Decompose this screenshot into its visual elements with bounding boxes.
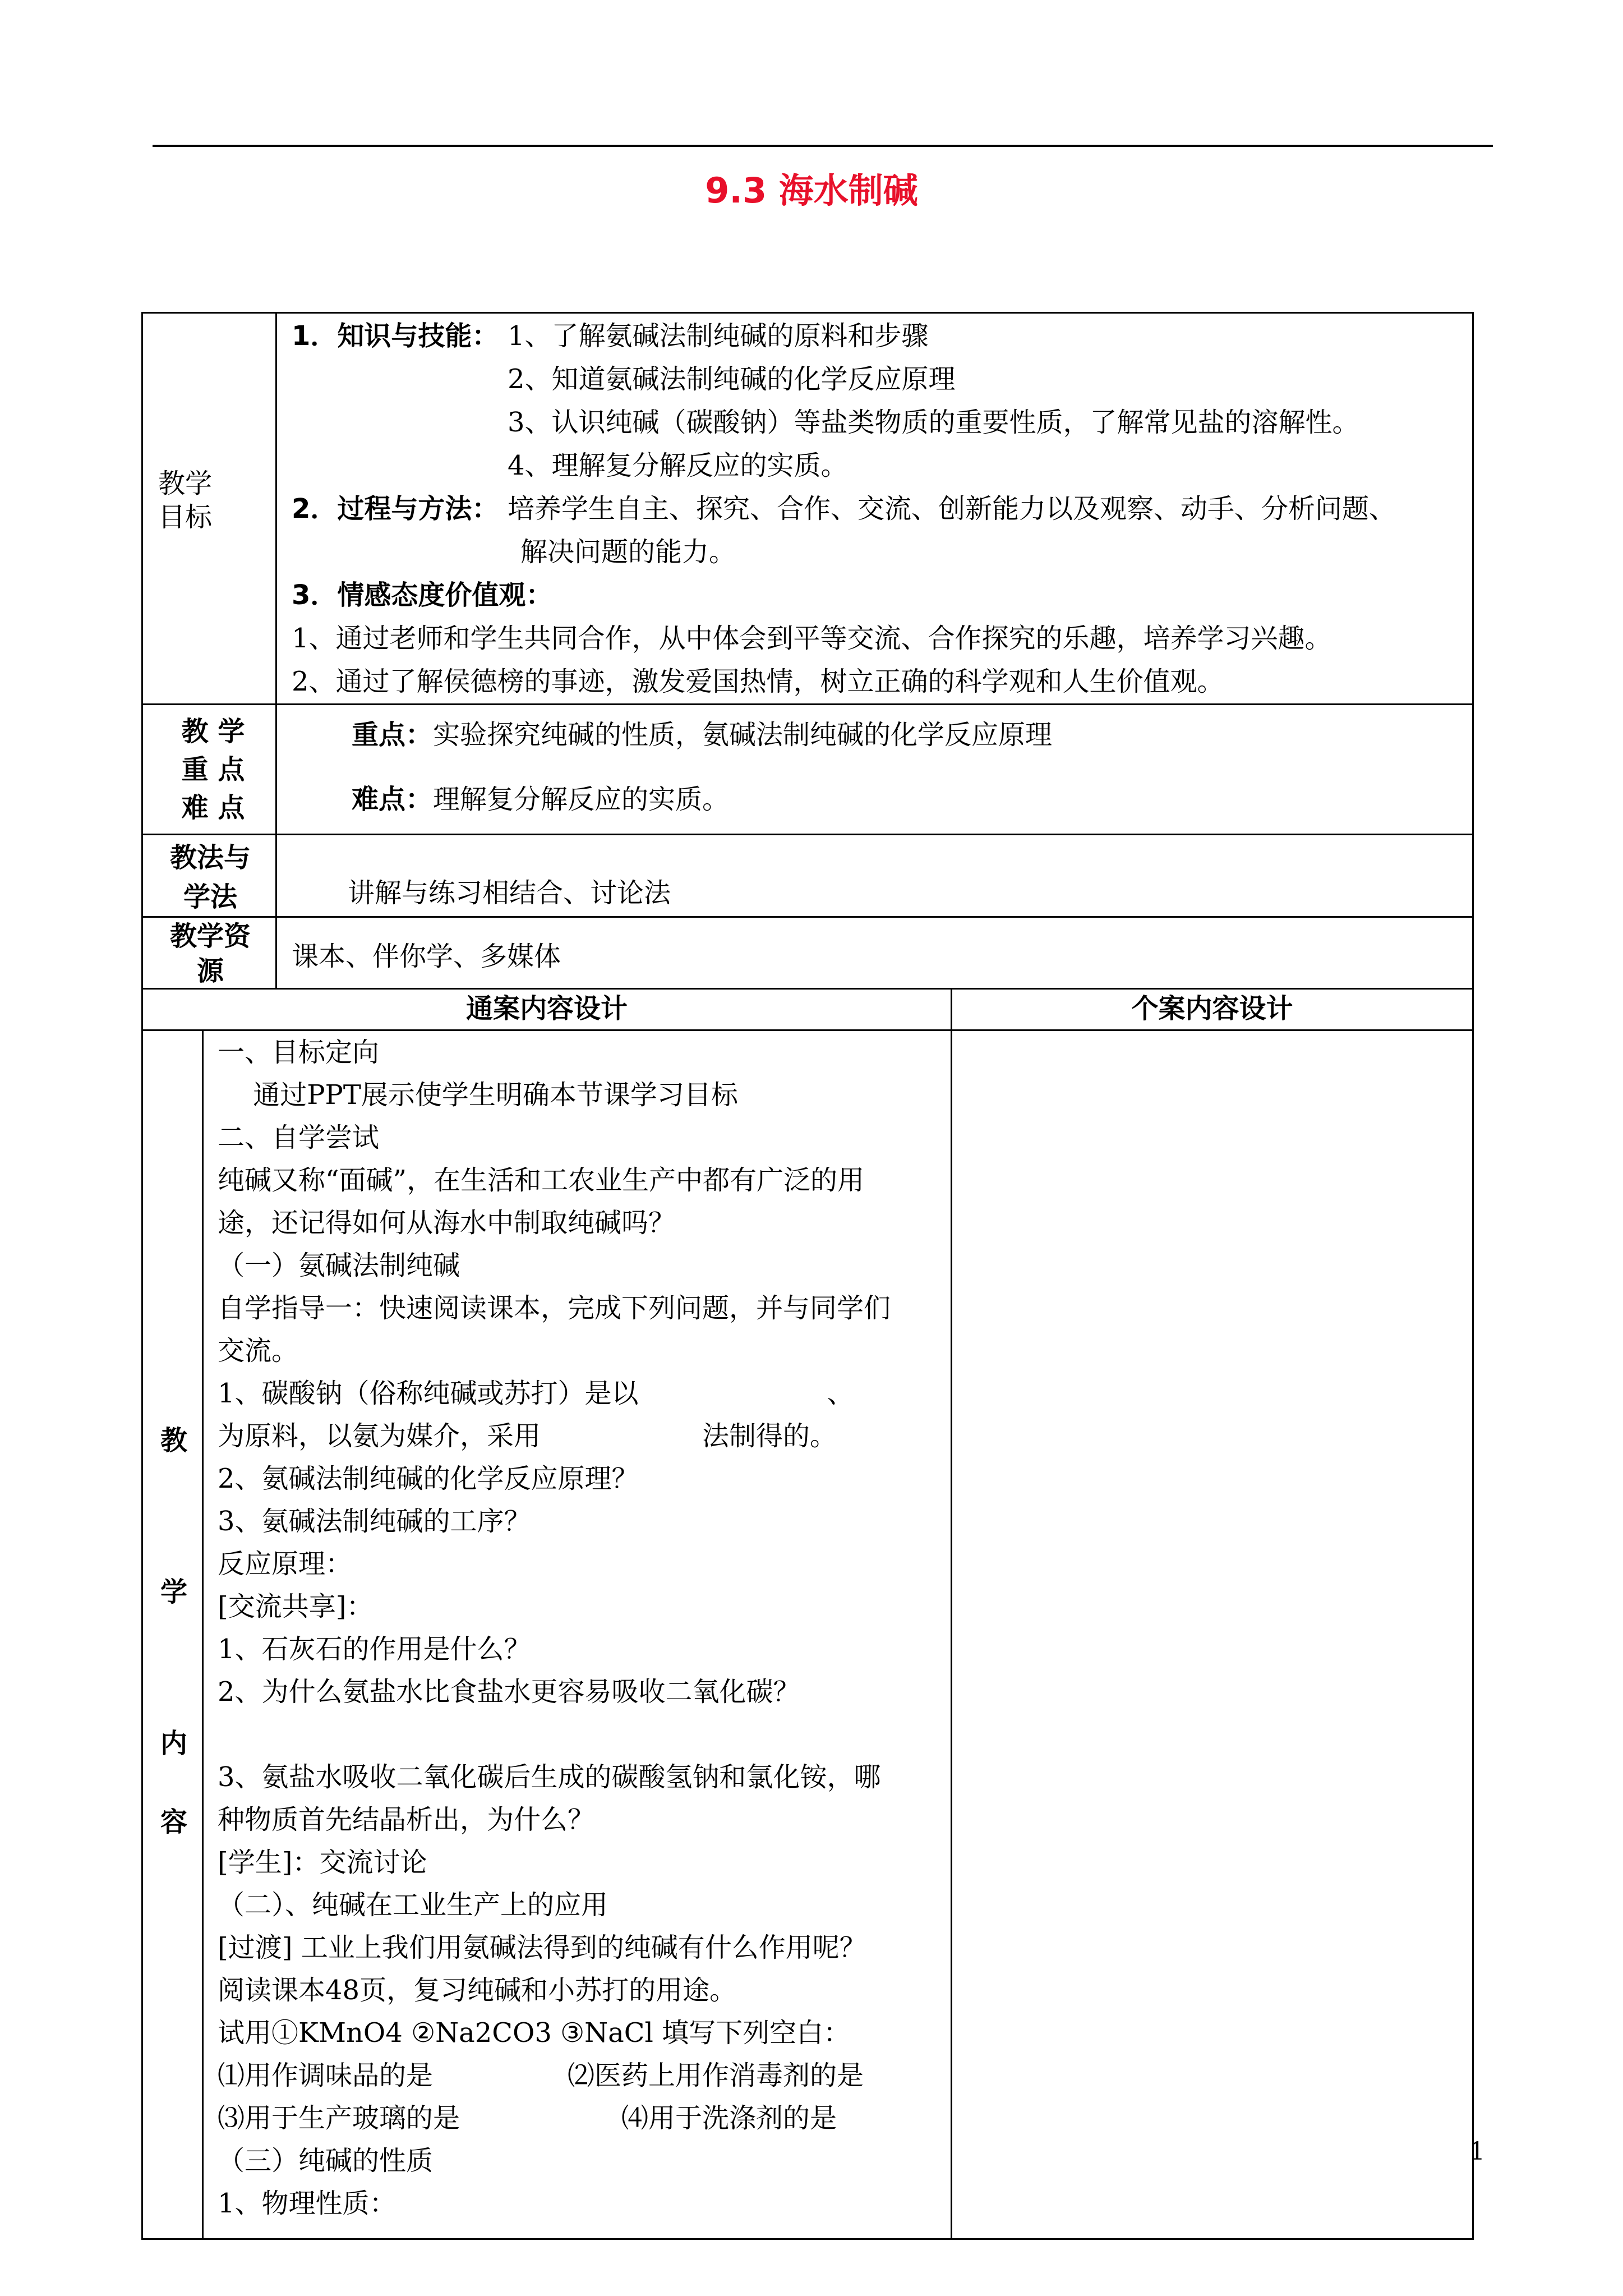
content-line: ⑶用于生产玻璃的是 ⑷用于洗涤剂的是 bbox=[218, 2102, 837, 2134]
methods-text: 讲解与练习相结合、讨论法 bbox=[348, 877, 671, 909]
resources-label-line2: 源 bbox=[196, 955, 224, 987]
row-divider-design-header bbox=[141, 1029, 1474, 1031]
difficulty-text: 理解复分解反应的实质。 bbox=[433, 784, 730, 815]
content-line: [过渡] 工业上我们用氨碱法得到的纯碱有什么作用呢？ bbox=[218, 1932, 866, 1963]
knowledge-item-3: 3、认识纯碱（碳酸钠）等盐类物质的重要性质，了解常见盐的溶解性。 bbox=[508, 407, 1359, 438]
content-label-char-3: 内 bbox=[160, 1728, 187, 1759]
content-line: 3、氨碱法制纯碱的工序？ bbox=[218, 1506, 531, 1537]
content-line: 途，还记得如何从海水中制取纯碱吗？ bbox=[218, 1207, 676, 1239]
individual-design-header: 个案内容设计 bbox=[1131, 993, 1293, 1024]
process-method-text-2: 解决问题的能力。 bbox=[520, 536, 736, 568]
content-line: 1、物理性质： bbox=[218, 2188, 396, 2219]
content-line: [学生]：交流讨论 bbox=[218, 1847, 427, 1878]
keypoints-label bbox=[151, 712, 275, 827]
content-line: [交流共享]： bbox=[218, 1591, 374, 1622]
row-divider-goals bbox=[141, 703, 1474, 705]
content-line: 反应原理： bbox=[218, 1548, 353, 1580]
difficulty-label: 难点： bbox=[352, 784, 433, 815]
row-divider-methods bbox=[141, 916, 1474, 918]
keypoints-label-line1: 教 学 bbox=[181, 716, 245, 747]
common-design-header: 通案内容设计 bbox=[465, 993, 628, 1024]
table-border-bottom bbox=[141, 2238, 1474, 2240]
content-label-char-2: 学 bbox=[160, 1576, 187, 1608]
methods-label-line1: 教法与 bbox=[169, 842, 251, 873]
goals-label bbox=[147, 467, 237, 534]
focus-label: 重点： bbox=[352, 719, 433, 751]
content-line: 交流。 bbox=[218, 1335, 299, 1366]
knowledge-skills-heading: 1．知识与技能： bbox=[292, 320, 499, 352]
resources-label bbox=[151, 919, 269, 988]
content-line: 二、自学尝试 bbox=[218, 1122, 380, 1153]
table-border-left bbox=[141, 312, 143, 2240]
design-column-divider bbox=[951, 988, 952, 2240]
content-line: 1、石灰石的作用是什么？ bbox=[218, 1634, 531, 1665]
resources-label-line1: 教学资 bbox=[169, 921, 251, 952]
content-label-divider bbox=[202, 1029, 204, 2240]
label-column-divider bbox=[275, 312, 277, 990]
content-line: （三）纯碱的性质 bbox=[218, 2145, 434, 2177]
content-line: 2、为什么氨盐水比食盐水更容易吸收二氧化碳？ bbox=[218, 1676, 800, 1708]
table-border-right bbox=[1472, 312, 1474, 2240]
page-title: 9.3 海水制碱 bbox=[705, 170, 918, 211]
keypoints-label-line2: 重 点 bbox=[181, 754, 245, 785]
keypoints-label-line3: 难 点 bbox=[181, 792, 245, 823]
content-line: 纯碱又称“面碱”，在生活和工农业生产中都有广泛的用 bbox=[218, 1165, 865, 1196]
resources-text: 课本、伴你学、多媒体 bbox=[292, 941, 561, 972]
knowledge-item-1: 1、了解氨碱法制纯碱的原料和步骤 bbox=[508, 320, 929, 352]
process-method-heading: 2．过程与方法： bbox=[292, 493, 499, 524]
content-label-char-4: 容 bbox=[160, 1806, 187, 1838]
methods-label-line2: 学法 bbox=[183, 881, 237, 913]
content-line: 2、氨碱法制纯碱的化学反应原理？ bbox=[218, 1463, 639, 1494]
knowledge-item-4: 4、理解复分解反应的实质。 bbox=[508, 450, 848, 481]
attitude-item-1: 1、通过老师和学生共同合作，从中体会到平等交流、合作探究的乐趣，培养学习兴趣。 bbox=[292, 623, 1332, 654]
content-line: 试用①KMnO4 ②Na2CO3 ③NaCl 填写下列空白： bbox=[218, 2017, 851, 2049]
row-divider-keypoints bbox=[141, 834, 1474, 835]
content-line: 为原料，以氨为媒介，采用 法制得的。 bbox=[218, 1420, 837, 1452]
content-line: 一、目标定向 bbox=[218, 1037, 380, 1068]
table-border-top bbox=[141, 312, 1474, 314]
content-line: 种物质首先结晶析出，为什么？ bbox=[218, 1804, 595, 1835]
attitude-values-heading: 3．情感态度价值观： bbox=[292, 579, 553, 611]
content-line: 通过PPT展示使学生明确本节课学习目标 bbox=[218, 1079, 738, 1111]
content-label-char-1: 教 bbox=[160, 1425, 187, 1456]
row-divider-resources bbox=[141, 988, 1474, 990]
knowledge-item-2: 2、知道氨碱法制纯碱的化学反应原理 bbox=[508, 364, 956, 395]
content-line: （一）氨碱法制纯碱 bbox=[218, 1250, 460, 1281]
focus-text: 实验探究纯碱的性质，氨碱法制纯碱的化学反应原理 bbox=[433, 719, 1053, 751]
content-line: 1、碳酸钠（俗称纯碱或苏打）是以 、 bbox=[218, 1378, 854, 1409]
content-line: 阅读课本48页，复习纯碱和小苏打的用途。 bbox=[218, 1975, 737, 2006]
header-rule bbox=[153, 145, 1493, 147]
content-line: ⑴用作调味品的是 ⑵医药上用作消毒剂的是 bbox=[218, 2060, 864, 2091]
content-line: （二）、纯碱在工业生产上的应用 bbox=[218, 1889, 608, 1921]
process-method-text: 培养学生自主、探究、合作、交流、创新能力以及观察、动手、分析问题、 bbox=[508, 493, 1396, 524]
content-line: 自学指导一：快速阅读课本，完成下列问题，并与同学们 bbox=[218, 1292, 891, 1324]
methods-label bbox=[151, 838, 269, 917]
goals-label-line1: 教学 bbox=[158, 468, 213, 499]
content-line: 3、氨盐水吸收二氧化碳后生成的碳酸氢钠和氯化铵，哪 bbox=[218, 1761, 881, 1793]
goals-label-line2: 目标 bbox=[158, 501, 213, 533]
attitude-item-2: 2、通过了解侯德榜的事迹，激发爱国热情，树立正确的科学观和人生价值观。 bbox=[292, 666, 1224, 697]
page-number: 1 bbox=[1469, 2137, 1485, 2166]
